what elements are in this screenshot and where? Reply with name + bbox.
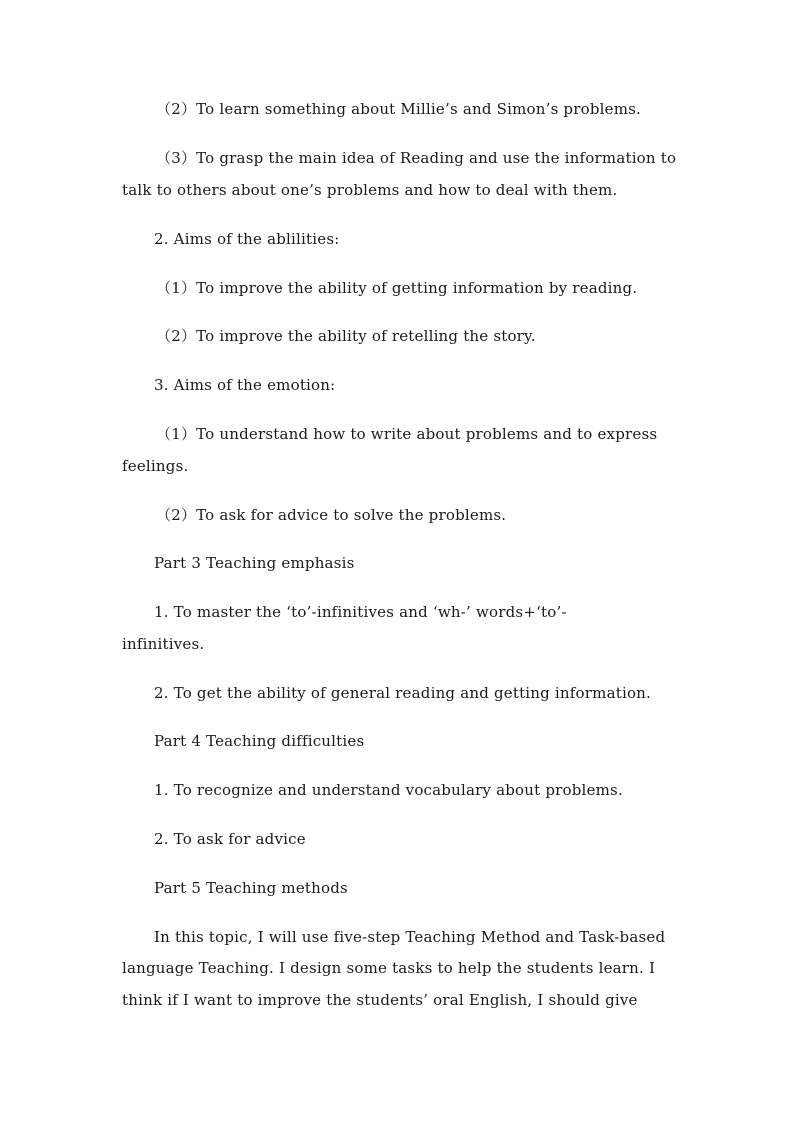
- aim-emotion-1-line-1: （1）To understand how to write about problems and to express: [156, 425, 658, 443]
- aim-ability-2: （2）To improve the ability of retelling the story.: [156, 327, 536, 345]
- emphasis-1-line-1: 1. To master the ‘to’-infinitives and ‘wh-’ words+‘to’-: [154, 603, 567, 621]
- difficulty-2: 2. To ask for advice: [154, 830, 306, 848]
- aim-ability-1: （1）To improve the ability of getting information by reading.: [156, 279, 638, 297]
- aims-abilities-heading: 2. Aims of the ablilities:: [154, 230, 340, 248]
- part-4-heading: Part 4 Teaching difficulties: [154, 732, 365, 750]
- aim-emotion-1-line-2: feelings.: [122, 457, 189, 475]
- emphasis-2: 2. To get the ability of general reading and getting information.: [154, 684, 651, 702]
- emphasis-1-line-2: infinitives.: [122, 635, 205, 653]
- part-5-heading: Part 5 Teaching methods: [154, 879, 348, 897]
- aim-knowledge-3-line-1: （3）To grasp the main idea of Reading and use the information to: [156, 149, 677, 167]
- part-3-heading: Part 3 Teaching emphasis: [154, 554, 355, 572]
- aim-knowledge-2: （2）To learn something about Millie’s and Simon’s problems.: [156, 100, 642, 118]
- aims-emotion-heading: 3. Aims of the emotion:: [154, 376, 336, 394]
- methods-paragraph-line-3: think if I want to improve the students’ oral English, I should give: [122, 991, 638, 1009]
- difficulty-1: 1. To recognize and understand vocabulary about problems.: [154, 781, 623, 799]
- methods-paragraph-line-1: In this topic, I will use five-step Teaching Method and Task-based: [154, 928, 666, 946]
- aim-knowledge-3-line-2: talk to others about one’s problems and how to deal with them.: [122, 181, 618, 199]
- aim-emotion-2: （2）To ask for advice to solve the problems.: [156, 506, 507, 524]
- methods-paragraph-line-2: language Teaching. I design some tasks to help the students learn. I: [122, 959, 656, 977]
